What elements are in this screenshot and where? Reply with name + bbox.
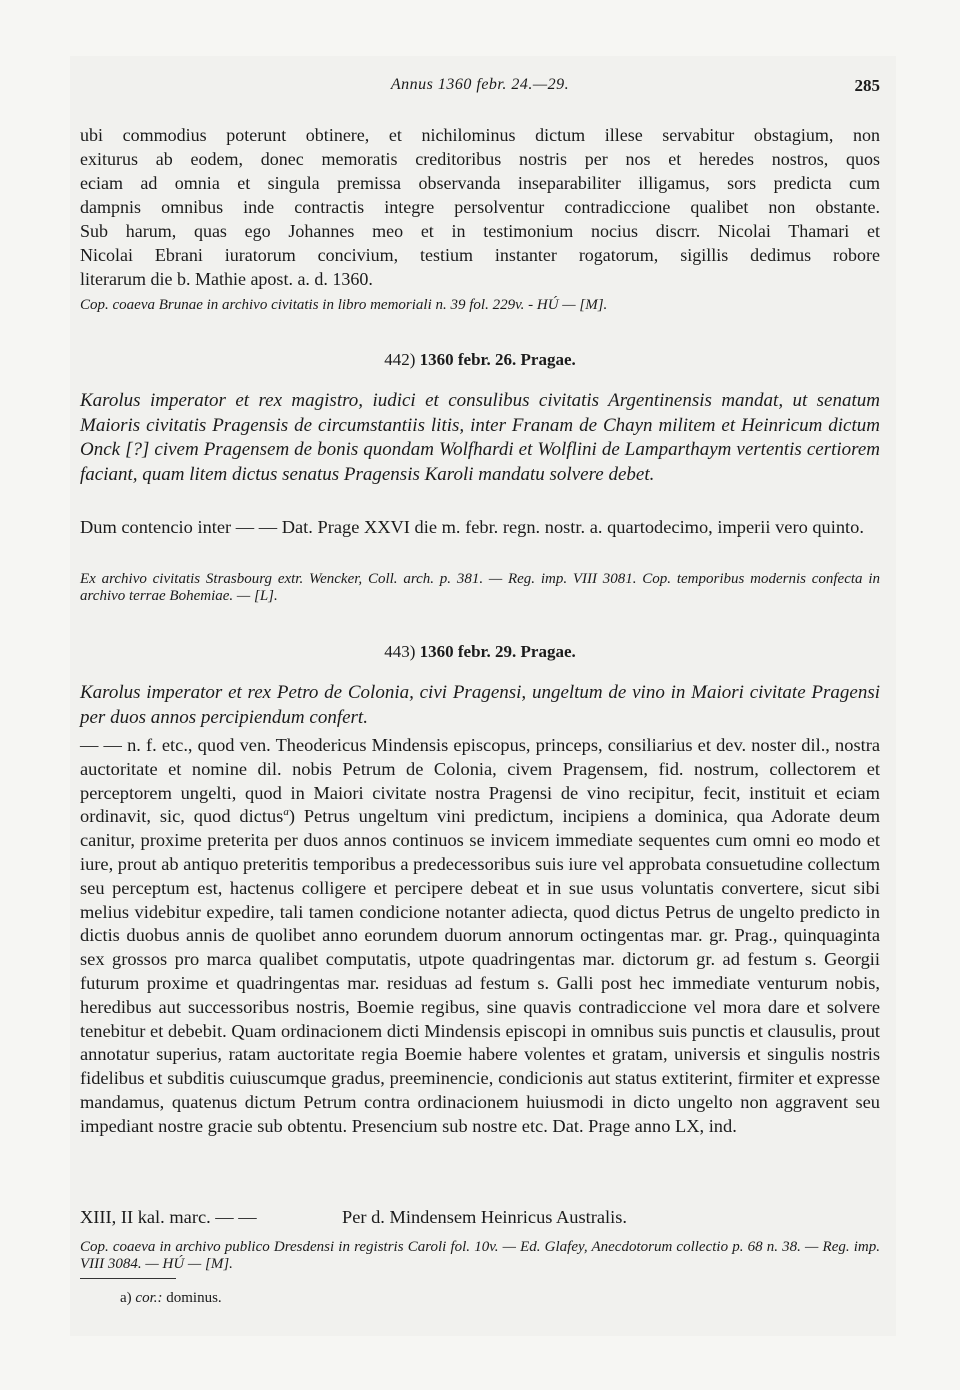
document-date: 1360 febr. 26. Pragae. — [419, 350, 576, 369]
regest: Karolus imperator et rex Petro de Colonia, civi Pragensi, ungeltum de vino in Maiori civitate Pragensi per duos annos percipiendum confert. — [80, 682, 880, 728]
document-number: 443) — [384, 642, 416, 661]
regest: Karolus imperator et rex magistro, iudici et consulibus civitatis Argentinensis mandat, ut senatum Maioris civitatis Pragensis de circumstantiis litis, inter Franam de Chayn militem et Heinricum dictum Onck [?] civem Pragensem de bonis quondam Wolfhardi et Wolflini de Lamparthaym vertentis certiorem faciant, quam litem dictus senatus Pragensis Karoli mandatu solvere debet. — [80, 390, 880, 485]
footnote — [120, 1290, 222, 1307]
document-date: 1360 febr. 29. Pragae. — [419, 642, 576, 661]
text-part: ) Petrus ungeltum vini predictum, incipiens a dominica, qua Adorate deum canitur, proxime preterita per duos annos continuos se invicem immediate sequentes cum omni eo modo et iure, prout ab antiquo preteritis temporibus a predecessoribus suis iure vel approbata consuetudine collectum seu perceptum est, hactenus colligere et percipere debeat et in sue usus voluntatis convertere, sicut sibi melius videbitur expedire, tali tamen condicione notanter adiecta, quod dictus Petrus de ungelto predicto in dictis duobus annis de quolibet anno eorundem duorum annorum octingentas mar. gr. Prag., quinquaginta sex grossos pro marca qualibet computatis, utpote quadringentas mar. dictorum gr. ad festum s. Georgii futurum proxime et quadringentas mar. residuas ad festum s. Galli post hec immediate venturum nobis, heredibus aut successoribus nostris, Boemie regibus, sine quavis contradiccione vel mora dare et solvere tenebitur et debebit. Quam ordinacionem dicti Mindensis episcopi in omnibus suis punctis et clausulis, prout annotatur superius, ratam auctoritate regia Boemie habere volentes et gratam, universis et singulis nostris fidelibus et subditis cuiuscumque gradus, preeminencie, condicionis aut status extiterint, firmiter et expresse mandamus, quatenus dictum Petrum contra ordinacionem huiusmodi in dicto ungelto non aggravent seu impediant nostre gracie sub obtentu. Presencium sub nostre etc. Dat. Prage anno LX, ind. — [80, 806, 881, 1136]
text-line: Nicolai Ebrani iuratorum concivium, testium instanter rogatorum, sigillis dedimus robore — [80, 245, 880, 265]
document-text: Dum contencio inter — — Dat. Prage XXVI die m. febr. regn. nostr. a. quartodecimo, imperii vero quinto. — [80, 517, 864, 537]
text-line: dampnis omnibus inde contractis integre persolventur contradiccione qualibet non obstante. — [80, 197, 880, 217]
footnote-mark: a) — [120, 1290, 132, 1306]
document-heading — [0, 642, 960, 662]
source-note: Ex archivo civitatis Strasbourg extr. Wencker, Coll. arch. p. 381. — Reg. imp. VIII 3081. Cop. temporibus modernis confecta in archivo terrae Bohemiae. — [L]. — [80, 571, 880, 604]
text-line: Sub harum, quas ego Johannes meo et in testimonium nocius discrr. Nicolai Thamari et — [80, 221, 880, 241]
page-number: 285 — [854, 76, 880, 95]
closing-line — [80, 1206, 880, 1230]
footnote-reference: a — [283, 806, 289, 819]
source-note: Cop. coaeva in archivo publico Dresdensi in registris Caroli fol. 10v. — Ed. Glafey, Anecdotorum collectio p. 68 n. 38. — Reg. imp. VIII 3084. — HÚ — [M]. — [80, 1239, 880, 1272]
document-heading — [0, 350, 960, 370]
page-header — [80, 76, 880, 100]
footnote-text: dominus. — [166, 1290, 222, 1306]
text-part: — — n. f. etc., quod ven. Theodericus Mindensis episcopus, princeps, consiliarius et dev. noster dil., nostra auctoritate et nomine dil. nobis Petrum de Colonia, civem Pragensem, fid. nostrum, collectorem et perceptorem ungelti, quod in Maiori civitate nostra Pragensi de vino recipitur, fecit, instituit et eciam ordinavit, sic, quod dictus — [80, 735, 880, 827]
text-line: exiturus ab eodem, donec memoratis creditoribus nostris per nos et heredes nostros, quos — [80, 149, 880, 169]
footnote-label: cor.: — [135, 1290, 163, 1306]
text-line: eciam ad omnia et singula premissa observanda inseparabiliter illigamus, sors predicta cum — [80, 173, 880, 193]
text-line: ubi commodius poterunt obtinere, et nichilominus dictum illese servabitur obstagium, non — [80, 125, 880, 145]
running-head: Annus 1360 febr. 24.—29. — [390, 76, 570, 93]
text-line: literarum die b. Mathie apost. a. d. 1360. — [80, 269, 373, 289]
chancery-note: Per d. Mindensem Heinricus Australis. — [342, 1207, 628, 1227]
footnote-divider — [80, 1278, 176, 1279]
document-number: 442) — [384, 350, 416, 369]
source-note: Cop. coaeva Brunae in archivo civitatis in libro memoriali n. 39 fol. 229v. - HÚ — [M]. — [80, 297, 608, 313]
dating-clause: XIII, II kal. marc. — — — [80, 1207, 257, 1227]
document-text — [80, 734, 880, 1139]
